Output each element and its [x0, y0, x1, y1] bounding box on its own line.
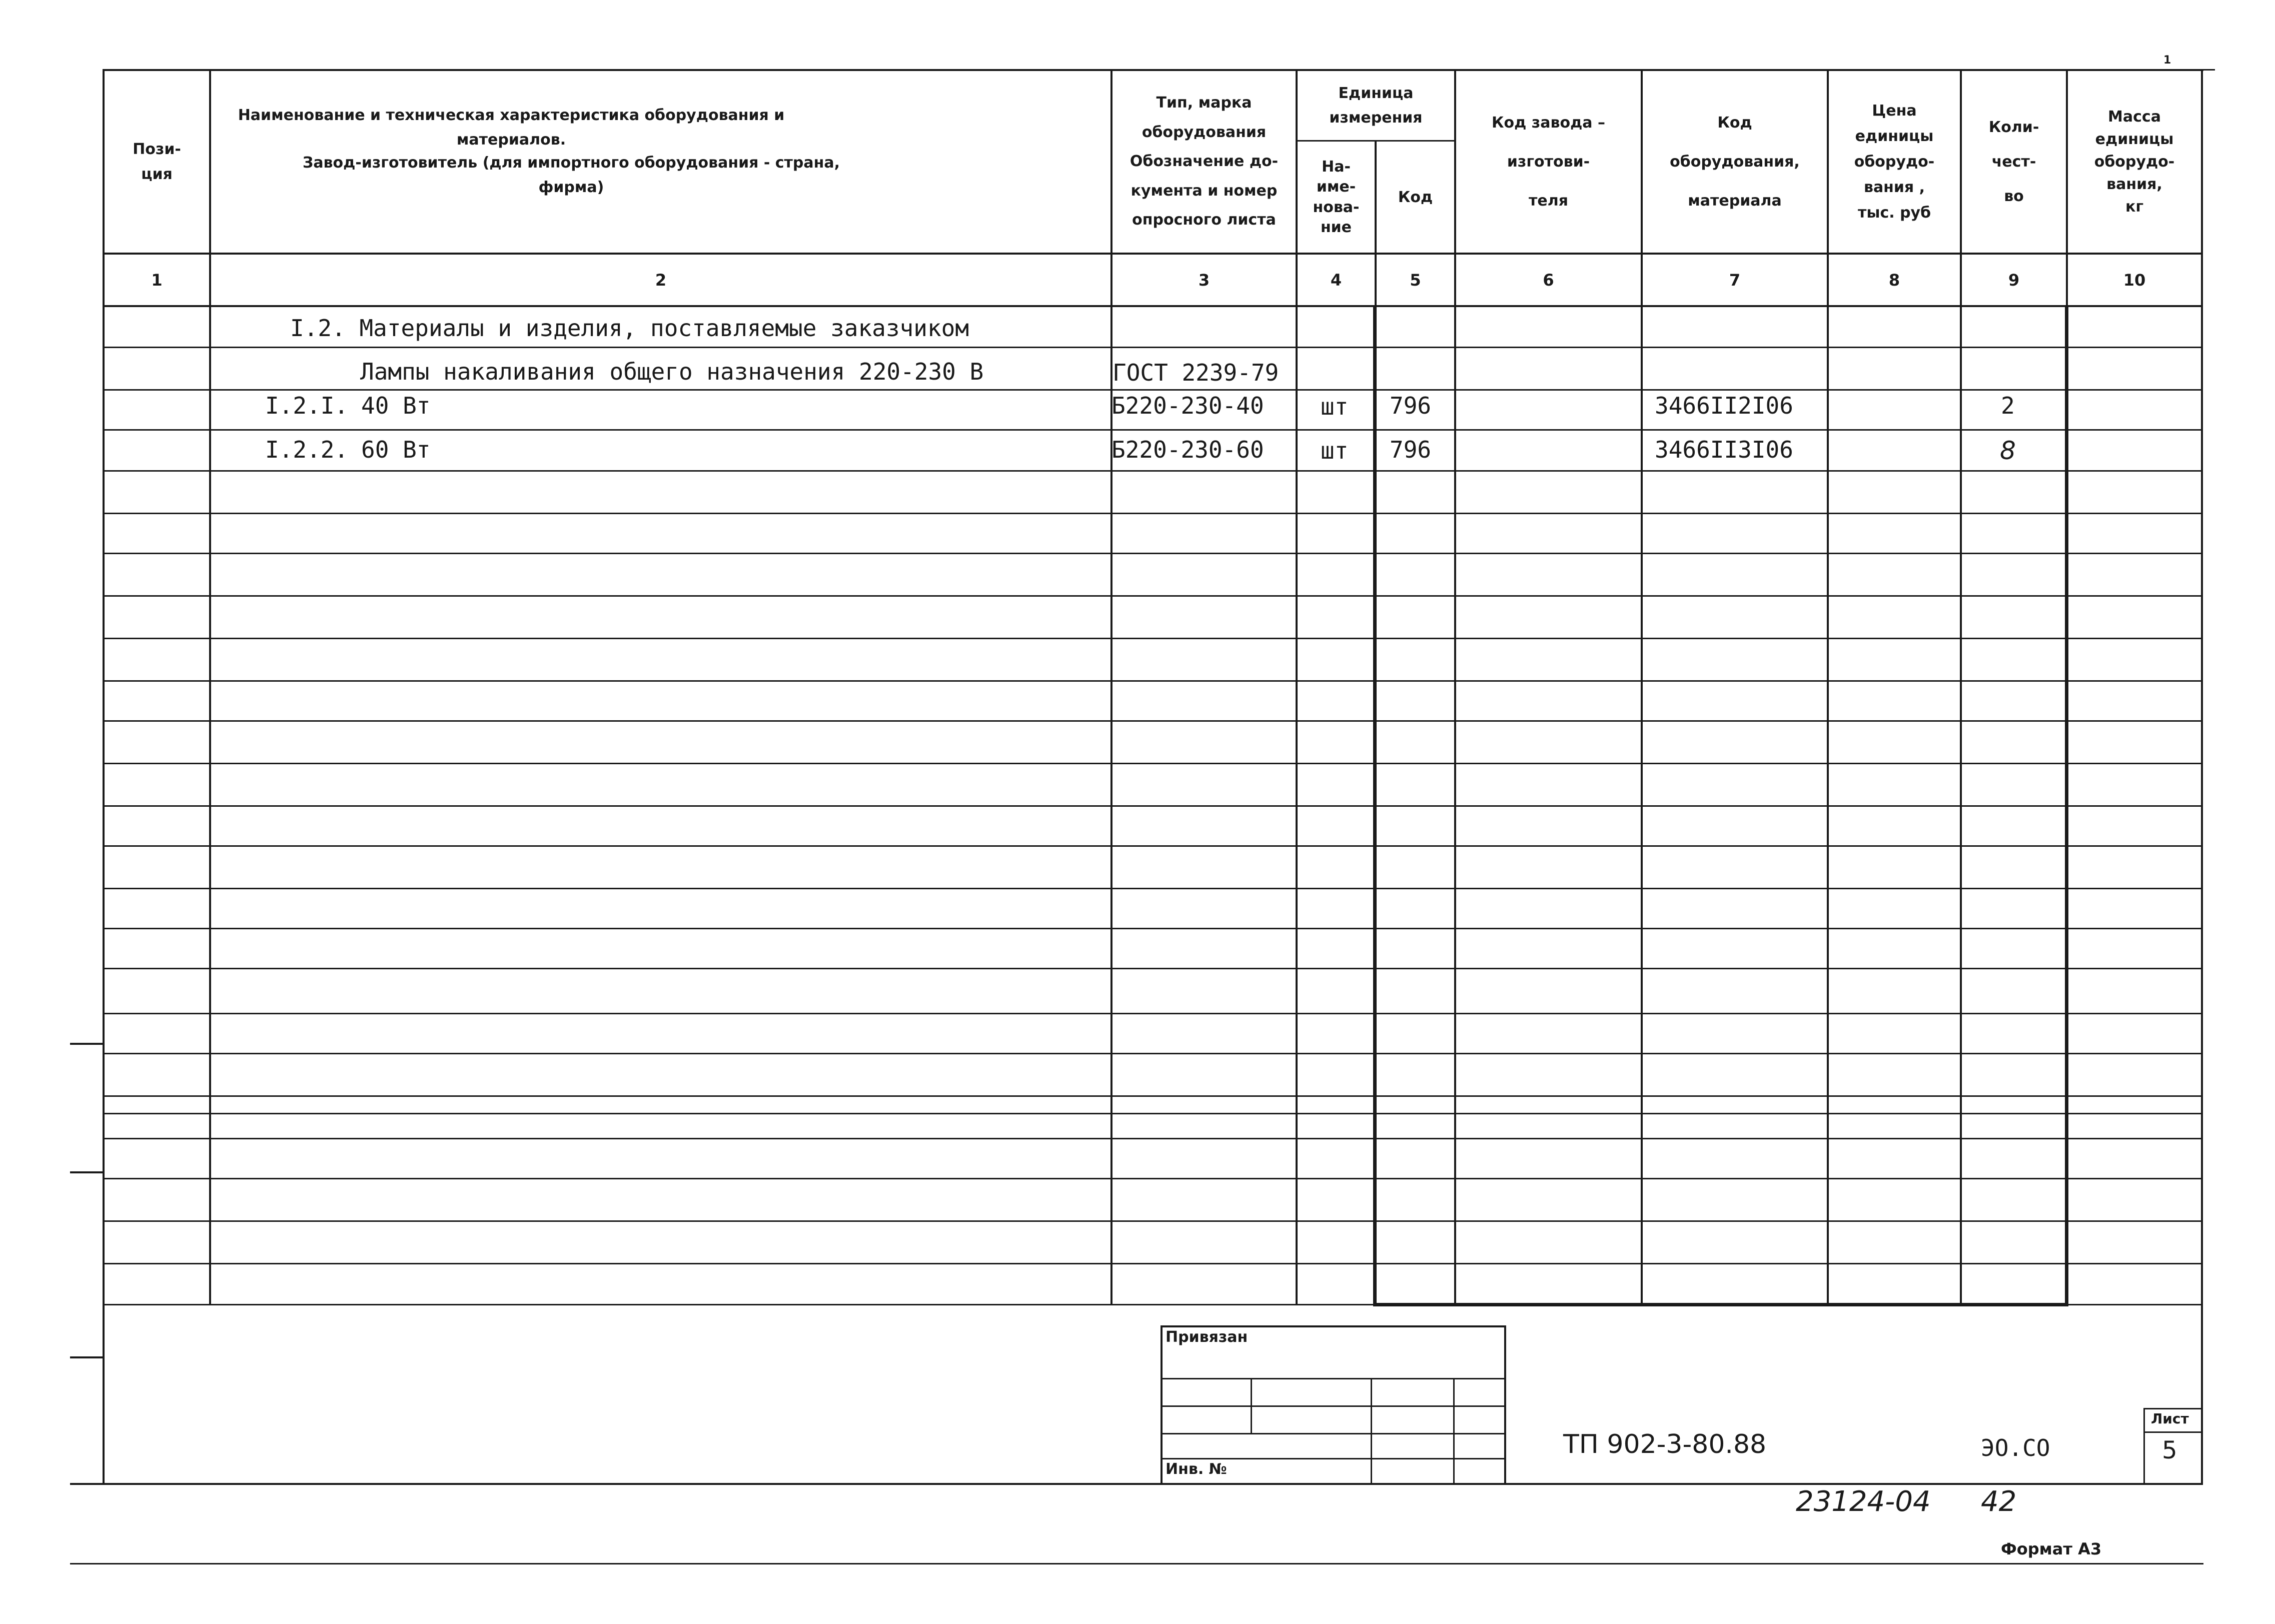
- header-name-line1: Наименование и техническая характеристика оборудования и материалов.: [238, 106, 785, 149]
- row-divider: [103, 1013, 2203, 1014]
- corner-tick: [2181, 69, 2215, 71]
- header-mass: Масса единицы оборудо- вания, кг: [2094, 108, 2175, 216]
- row-divider: [103, 1095, 2203, 1097]
- row-divider: [103, 1178, 2203, 1179]
- header-unit-code: Код: [1398, 188, 1433, 206]
- colnum-1: 1: [151, 270, 163, 290]
- colnum-7: 7: [1729, 270, 1741, 290]
- stamp-right-line: [1504, 1325, 1506, 1484]
- sheet-box-top: [2143, 1408, 2202, 1409]
- row-divider: [103, 595, 2203, 597]
- row-name: 60 Вт: [361, 436, 431, 463]
- row-quantity: 2: [2001, 392, 2015, 419]
- handwritten-number-2: 42: [1981, 1485, 2017, 1518]
- row-divider: [103, 720, 2203, 722]
- row-divider: [103, 347, 2203, 348]
- row-position: I.2.I.: [265, 392, 349, 419]
- row-divider: [103, 513, 2203, 514]
- colnum-4: 4: [1330, 270, 1342, 290]
- row-divider: [103, 470, 2203, 472]
- sheet-box-left: [2143, 1408, 2145, 1484]
- colnum-bottom-line: [103, 305, 2203, 307]
- format-label: Формат А3: [2001, 1539, 2102, 1558]
- stamp-vline-3: [1453, 1378, 1455, 1484]
- row-unit: шт: [1321, 393, 1349, 420]
- header-price: Цена единицы оборудо- вания , тыс. руб: [1854, 102, 1935, 222]
- header-unit: Единица измерения: [1329, 84, 1423, 127]
- right-border: [2201, 69, 2203, 1484]
- handwritten-number: 23124-04: [1796, 1485, 1931, 1518]
- row-type: Б220-230-60: [1111, 436, 1264, 463]
- row-name: Лампы накаливания общего назначения 220-230 В: [360, 358, 984, 385]
- row-divider: [103, 1053, 2203, 1054]
- row-unit-code: 796: [1390, 436, 1432, 463]
- row-divider: [103, 1263, 2203, 1264]
- row-equipment-code: 3466II3I06: [1655, 436, 1793, 463]
- stamp-vline-1: [1251, 1378, 1252, 1433]
- row-divider: [103, 845, 2203, 847]
- row-divider: [103, 805, 2203, 807]
- row-type: Б220-230-40: [1111, 392, 1264, 419]
- colnum-8: 8: [1888, 270, 1900, 290]
- row-quantity: 8: [2000, 436, 2016, 465]
- row-equipment-code: 3466II2I06: [1655, 392, 1793, 419]
- table-body-bottom: [103, 1304, 2203, 1305]
- stamp-inv-no: Инв. №: [1166, 1460, 1227, 1478]
- stamp-left-line: [1161, 1325, 1163, 1484]
- colnum-3: 3: [1198, 270, 1210, 290]
- row-divider: [103, 968, 2203, 969]
- corner-mark: 1: [2163, 54, 2171, 67]
- row-divider: [103, 638, 2203, 639]
- page-bottom-line: [70, 1563, 2203, 1564]
- sheet-label: Лист: [2151, 1410, 2189, 1427]
- row-unit: шт: [1321, 437, 1349, 464]
- stamp-top-line: [1161, 1325, 1506, 1327]
- margin-tick-3: [70, 1356, 104, 1358]
- row-divider: [103, 928, 2203, 929]
- row-divider: [103, 1220, 2203, 1222]
- margin-tick-2: [70, 1171, 104, 1173]
- margin-tick-1: [70, 1043, 104, 1045]
- header-unit-name: На- име- нова- ние: [1313, 158, 1360, 236]
- sheet-box-mid: [2143, 1431, 2202, 1433]
- colnum-2: 2: [655, 270, 667, 290]
- row-divider: [103, 553, 2203, 554]
- header-quantity: Коли- чест- во: [1988, 119, 2039, 205]
- header-equipment-code: Код оборудования, материала: [1670, 114, 1800, 210]
- colnum-5: 5: [1410, 270, 1421, 290]
- doc-section: ЭО.СО: [1981, 1434, 2050, 1461]
- row-divider: [103, 680, 2203, 682]
- row-divider: [103, 429, 2203, 431]
- stamp-privyazan: Привязан: [1166, 1328, 1248, 1346]
- header-position: Пози- ция: [133, 141, 181, 183]
- row-unit-code: 796: [1390, 392, 1432, 419]
- colnum-9: 9: [2008, 270, 2020, 290]
- row-type: ГОСТ 2239-79: [1112, 359, 1279, 386]
- row-name: 40 Вт: [361, 392, 431, 419]
- row-divider: [103, 888, 2203, 889]
- bottom-border: [70, 1483, 2203, 1485]
- sheet-number: 5: [2162, 1436, 2177, 1464]
- row-divider: [103, 763, 2203, 764]
- header-name-line2: Завод-изготовитель (для импортного оборудования - страна, фирма): [303, 154, 840, 196]
- row-position: I.2.2.: [265, 436, 349, 463]
- row-divider: [103, 1138, 2203, 1139]
- colnum-6: 6: [1543, 270, 1554, 290]
- stamp-vline-2: [1371, 1378, 1372, 1484]
- header-factory-code: Код завода – изготови- теля: [1492, 114, 1605, 210]
- row-divider: [103, 1113, 2203, 1114]
- header-type: Тип, марка оборудования Обозначение до- кумента и номер опросного листа: [1129, 94, 1279, 229]
- colnum-10: 10: [2123, 270, 2146, 290]
- row-name: I.2. Материалы и изделия, поставляемые заказчиком: [290, 315, 969, 342]
- row-divider: [103, 389, 2203, 391]
- doc-code: ТП 902-3-80.88: [1563, 1429, 1767, 1459]
